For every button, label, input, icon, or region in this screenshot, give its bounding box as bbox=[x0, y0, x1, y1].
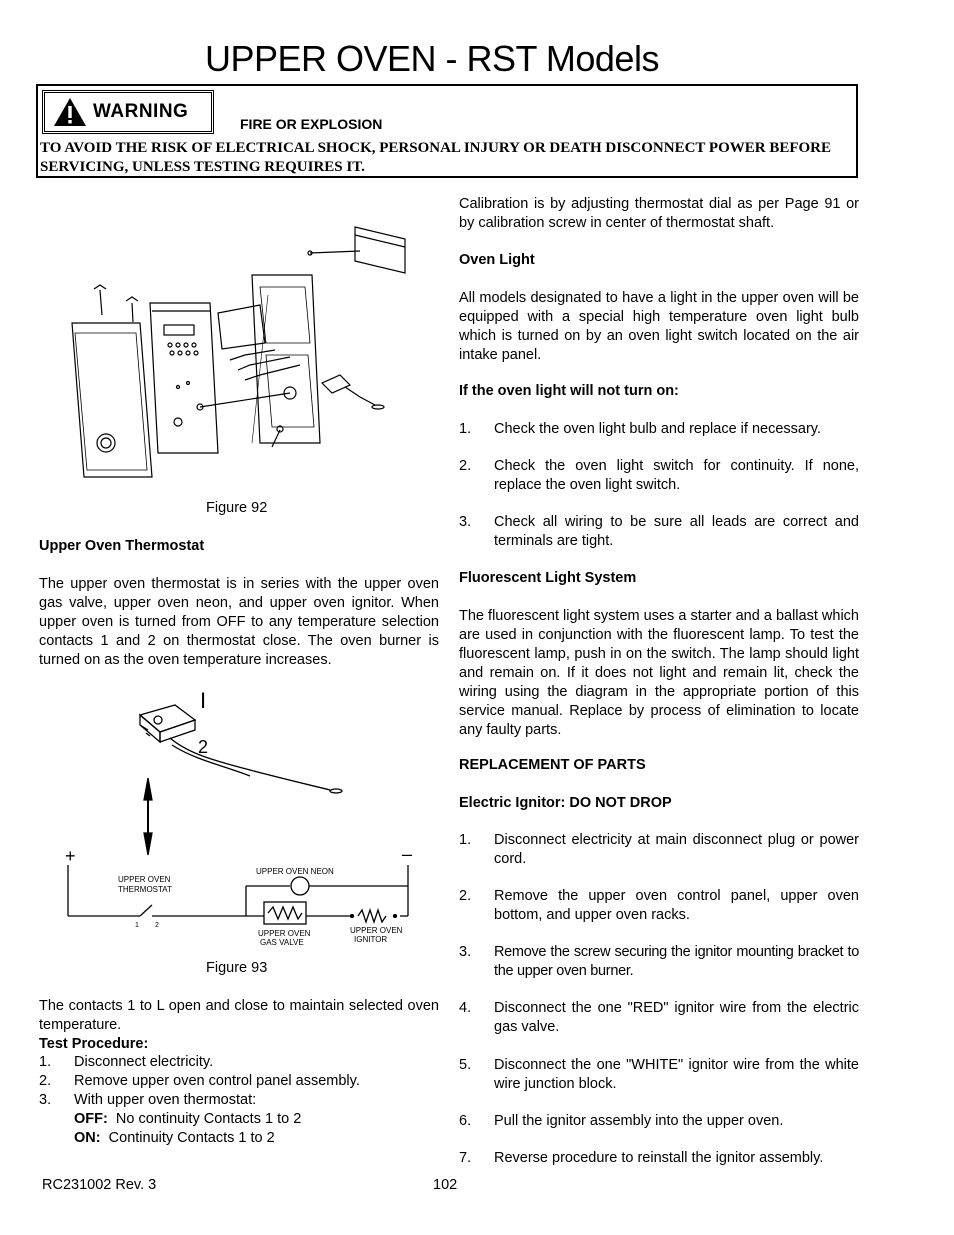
fluorescent-text: The fluorescent light system uses a starter and a ballast which are used in conjunction with the fluorescent lamp. To test the fluorescent lamp, push in on the switch. The lamp should light and remain on. If it does not light and remain lit, check the wiring using the diagram in the appropriate portion of this service manual. Replace by process of elimination to locate any faulty parts. bbox=[459, 608, 859, 738]
ignitor-item: 6. Pull the ignitor assembly into the upper oven. bbox=[459, 1113, 784, 1129]
page-title: UPPER OVEN - RST Models bbox=[205, 38, 659, 79]
thermostat-text: The upper oven thermostat is in series with the upper oven gas valve, upper oven neon, and upper oven ignitor. When upper oven is turned from OFF to any temperature selection contacts 1 and 2 on thermostat close. The oven burner is turned on as the oven temperature increases. bbox=[39, 576, 439, 668]
label-terminal-1: 1 bbox=[135, 922, 139, 929]
label-contact-1: I bbox=[200, 690, 207, 713]
contacts-text: The contacts 1 to L open and close to maintain selected oven temperature. bbox=[39, 998, 439, 1033]
label-ignitor-2: IGNITOR bbox=[354, 935, 388, 944]
figure-92-exploded-panel bbox=[60, 215, 420, 490]
light-item: 3. Check all wiring to be sure all leads are correct and terminals are tight. bbox=[459, 514, 859, 549]
warning-box bbox=[36, 84, 858, 178]
label-neon: UPPER OVEN NEON bbox=[256, 867, 334, 876]
test-procedure-heading: Test Procedure: bbox=[39, 1036, 149, 1052]
thermostat-heading: Upper Oven Thermostat bbox=[39, 538, 205, 554]
ignitor-item: 2. Remove the upper oven control panel, upper oven bottom, and upper oven racks. bbox=[459, 888, 859, 923]
light-item: 1. Check the oven light bulb and replace if necessary. bbox=[459, 421, 821, 437]
if-light-heading: If the oven light will not turn on: bbox=[459, 383, 679, 399]
ignitor-item: 1. Disconnect electricity at main disconnect plug or power cord. bbox=[459, 832, 859, 867]
label-thermostat-1: UPPER OVEN bbox=[118, 875, 171, 884]
ignitor-item: 7. Reverse procedure to reinstall the ignitor assembly. bbox=[459, 1150, 824, 1166]
warning-text: TO AVOID THE RISK OF ELECTRICAL SHOCK, PERSONAL INJURY OR DEATH DISCONNECT POWER BEFORE SERVICING, UNLESS TESTING REQUIRES IT. bbox=[40, 140, 832, 175]
oven-light-text: All models designated to have a light in the upper oven will be equipped with a special high temperature oven light bulb which is turned on by an oven light switch located on the air intake panel. bbox=[459, 290, 859, 363]
fluorescent-heading: Fluorescent Light System bbox=[459, 570, 637, 586]
calibration-text: Calibration is by adjusting thermostat dial as per Page 91 or by calibration screw in center of thermostat shaft. bbox=[459, 196, 859, 231]
label-valve-2: GAS VALVE bbox=[260, 938, 304, 947]
ignitor-heading: Electric Ignitor: DO NOT DROP bbox=[459, 795, 672, 811]
ignitor-item: 4. Disconnect the one "RED" ignitor wire from the electric gas valve. bbox=[459, 1000, 859, 1035]
light-item: 2. Check the oven light switch for continuity. If none, replace the oven light switch. bbox=[459, 458, 859, 493]
minus-sign: – bbox=[402, 844, 413, 864]
warning-heading: FIRE OR EXPLOSION bbox=[240, 116, 383, 132]
replacement-heading: REPLACEMENT OF PARTS bbox=[459, 757, 646, 773]
label-terminal-2: 2 bbox=[155, 922, 159, 929]
figure-92-caption: Figure 92 bbox=[206, 500, 268, 516]
label-thermostat-2: THERMOSTAT bbox=[118, 885, 172, 894]
test-item: 3. With upper oven thermostat: bbox=[39, 1092, 257, 1108]
figure-93-caption: Figure 93 bbox=[206, 960, 268, 976]
warning-badge bbox=[42, 90, 214, 134]
label-contact-2: 2 bbox=[198, 737, 209, 757]
warning-triangle-icon bbox=[53, 97, 87, 127]
off-row: OFF: No continuity Contacts 1 to 2 bbox=[74, 1111, 302, 1127]
footer-page-number: 102 bbox=[433, 1177, 458, 1193]
ignitor-item: 5. Disconnect the one "WHITE" ignitor wire from the white wire junction block. bbox=[459, 1057, 859, 1092]
figure-93-thermostat-circuit bbox=[60, 690, 430, 955]
label-ignitor-1: UPPER OVEN bbox=[350, 926, 403, 935]
label-valve-1: UPPER OVEN bbox=[258, 929, 311, 938]
ignitor-item: 3. Remove the screw securing the ignitor mounting bracket to the upper oven burner. bbox=[459, 944, 859, 979]
on-row: ON: Continuity Contacts 1 to 2 bbox=[74, 1130, 275, 1146]
warning-label: WARNING bbox=[93, 101, 189, 122]
footer-doc-id: RC231002 Rev. 3 bbox=[42, 1177, 157, 1193]
plus-sign: + bbox=[65, 846, 76, 866]
test-item: 2. Remove upper oven control panel assembly. bbox=[39, 1073, 360, 1089]
test-item: 1. Disconnect electricity. bbox=[39, 1054, 214, 1070]
oven-light-heading: Oven Light bbox=[459, 252, 535, 268]
